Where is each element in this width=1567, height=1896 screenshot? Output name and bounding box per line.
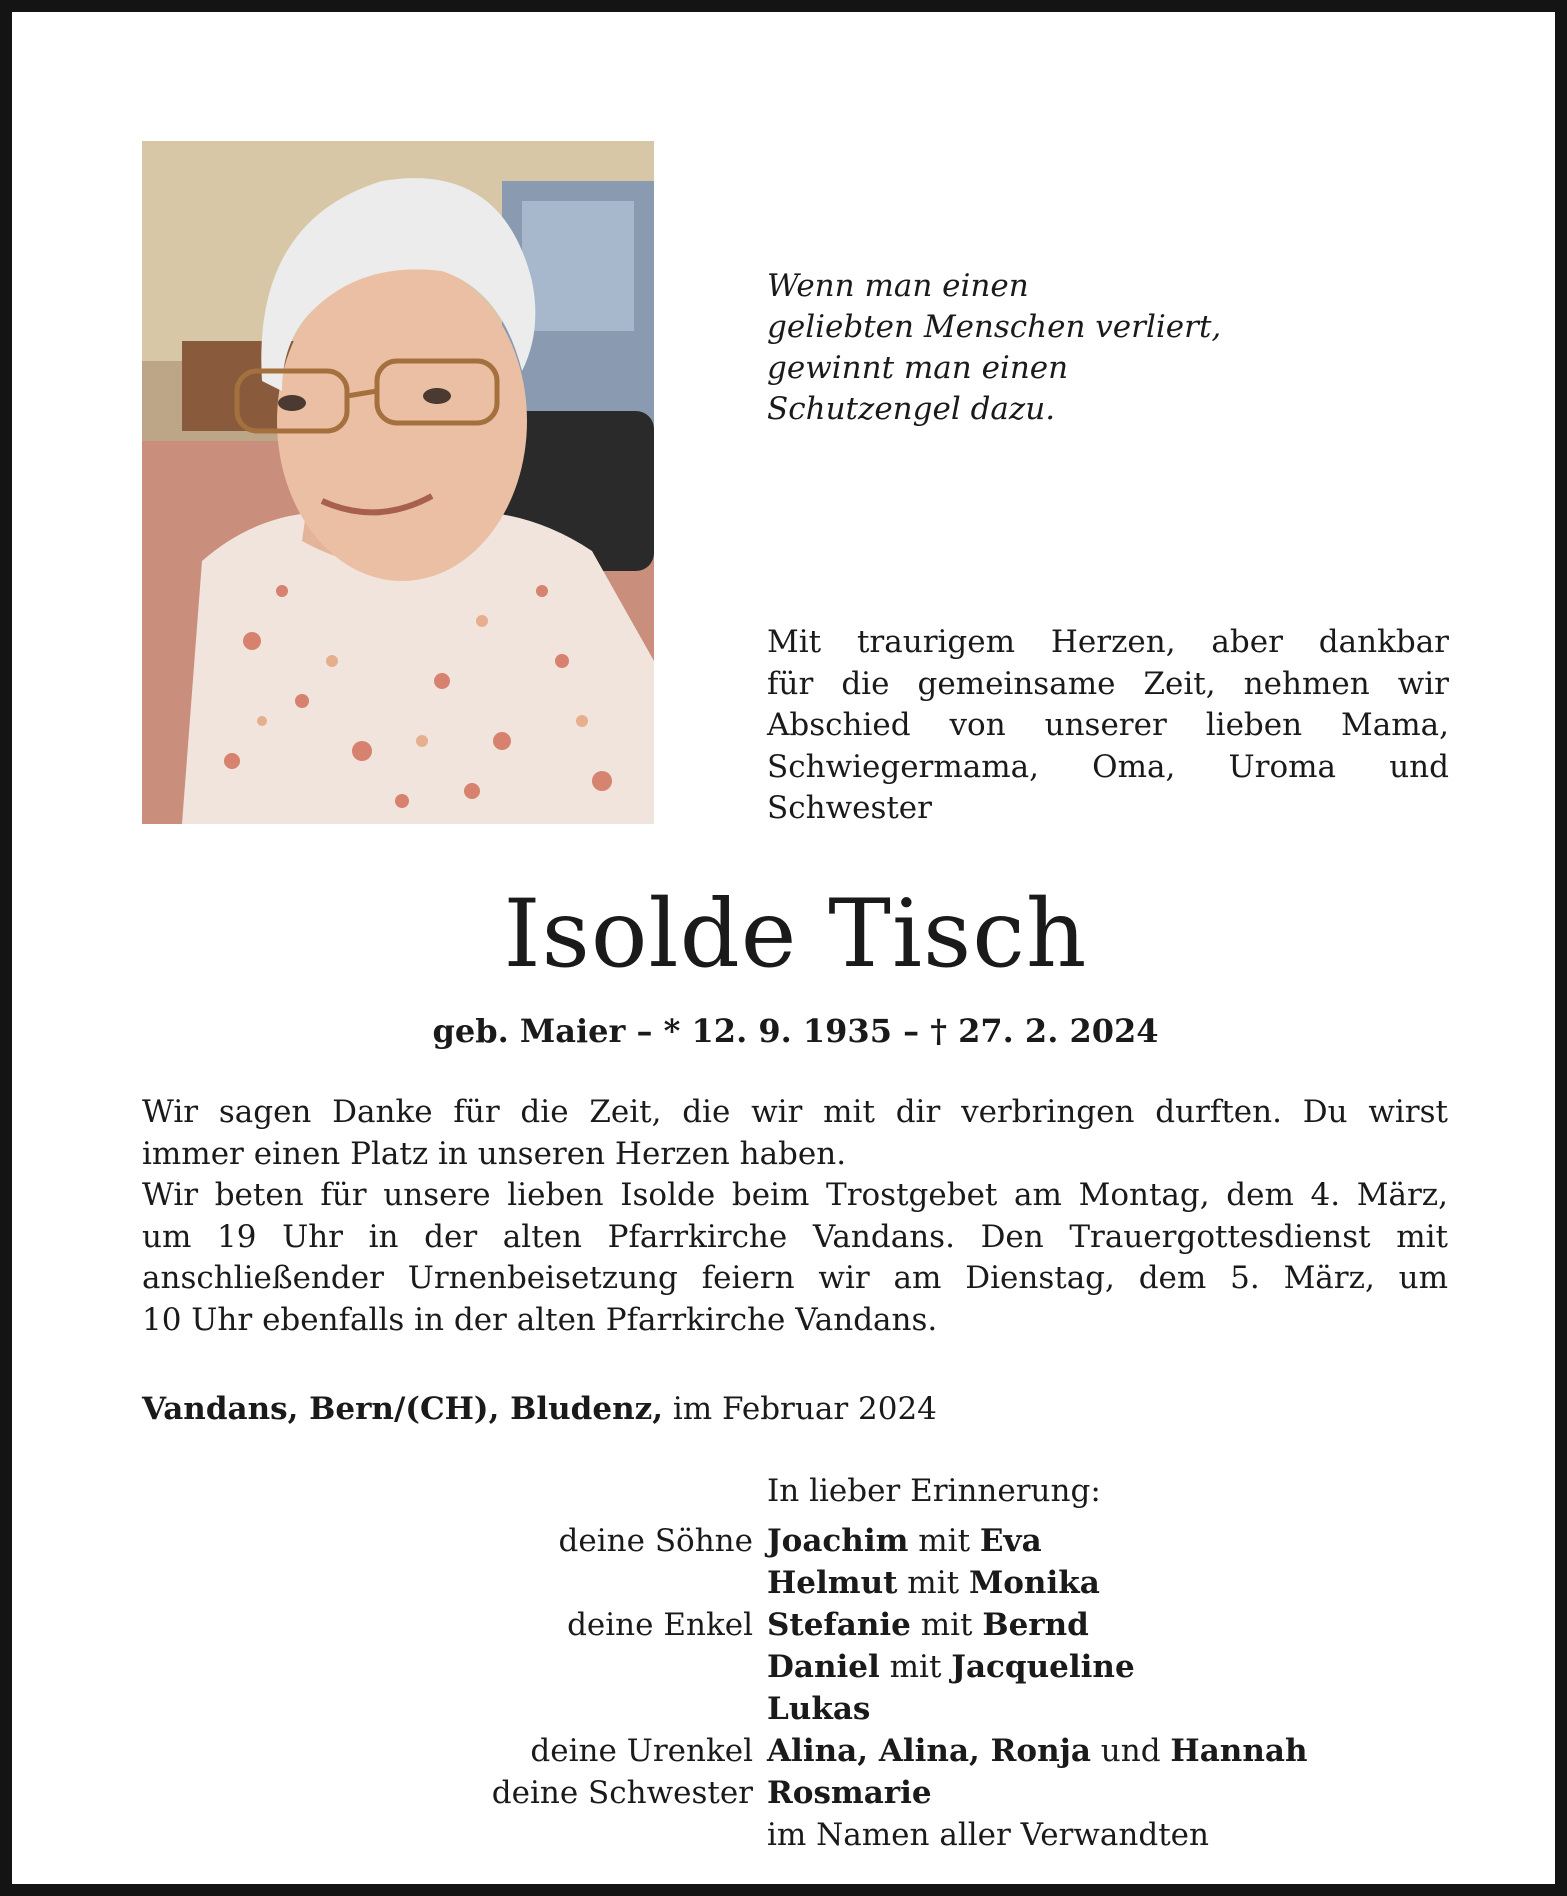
- place-date: [142, 1388, 937, 1430]
- family-member-name: Monika: [968, 1565, 1100, 1601]
- family-names: [767, 1814, 1209, 1856]
- body-line: immer einen Platz in unseren Herzen haben.: [142, 1135, 847, 1172]
- quote-line: Wenn man einen: [767, 268, 1029, 304]
- family-names: [767, 1562, 1100, 1604]
- intro-line: Schwiegermama, Oma, Uroma und: [767, 748, 1449, 785]
- family-names: [767, 1604, 1089, 1646]
- intro-line: für die gemeinsame Zeit, nehmen wir: [767, 665, 1449, 702]
- family-member-name: Hannah: [1170, 1733, 1308, 1769]
- family-relation-label: deine Urenkel: [530, 1733, 753, 1769]
- body-line: Wir beten für unsere lieben Isolde beim Trostgebet am Montag, dem 4. März,: [142, 1177, 1448, 1213]
- family-member-name: Lukas: [767, 1691, 871, 1727]
- memorial-quote: [767, 266, 1407, 430]
- quote-line: gewinnt man einen: [767, 350, 1069, 386]
- body-line: um 19 Uhr in der alten Pfarrkirche Vandans. Den Trauergottesdienst mit: [142, 1218, 1448, 1255]
- intro-line: Schwester: [767, 790, 932, 826]
- quote-line: Schutzengel dazu.: [767, 391, 1056, 427]
- family-row: [12, 1562, 1567, 1604]
- family-relation-label: deine Schwester: [491, 1775, 753, 1811]
- family-member-name: Bernd: [982, 1607, 1089, 1643]
- intro-paragraph: [767, 622, 1449, 830]
- family-member-name: Rosmarie: [767, 1775, 932, 1811]
- family-connector: mit: [879, 1649, 952, 1685]
- family-member-name: Stefanie: [767, 1607, 911, 1643]
- intro-line: Mit traurigem Herzen, aber dankbar: [767, 624, 1449, 660]
- family-member-name: Helmut: [767, 1565, 898, 1601]
- family-member-name: Joachim: [767, 1523, 909, 1559]
- family-relation-label: deine Söhne: [558, 1523, 753, 1559]
- family-list: [12, 1520, 1567, 1856]
- family-member-name: Eva: [979, 1523, 1042, 1559]
- deceased-name: Isolde Tisch: [503, 880, 1088, 989]
- family-names: [767, 1646, 1135, 1688]
- birth-death-dates: geb. Maier – * 12. 9. 1935 – † 27. 2. 2024: [432, 1012, 1159, 1050]
- memory-line: In lieber Erinnerung:: [767, 1473, 1101, 1509]
- quote-line: geliebten Menschen verliert,: [767, 309, 1222, 345]
- family-row: [12, 1520, 1567, 1562]
- family-row: [12, 1646, 1567, 1688]
- family-relation-label: deine Enkel: [567, 1607, 753, 1643]
- announcement-paragraph: [142, 1092, 1448, 1341]
- family-connector: und: [1090, 1733, 1171, 1769]
- family-names: [767, 1520, 1042, 1562]
- family-connector: im Namen aller Verwandten: [767, 1817, 1209, 1853]
- family-row: [12, 1604, 1567, 1646]
- family-row: [12, 1688, 1567, 1730]
- body-line: Wir sagen Danke für die Zeit, die wir mit dir verbringen durften. Du wirst: [142, 1094, 1448, 1130]
- family-member-name: Alina, Alina, Ronja: [767, 1733, 1091, 1769]
- body-line: 10 Uhr ebenfalls in der alten Pfarrkirche Vandans.: [142, 1301, 938, 1338]
- family-row: [12, 1814, 1567, 1856]
- family-member-name: Jacqueline: [951, 1649, 1135, 1685]
- family-row: [12, 1730, 1567, 1772]
- family-connector: mit: [910, 1607, 983, 1643]
- family-connector: mit: [908, 1523, 980, 1559]
- family-names: [767, 1772, 932, 1814]
- portrait-photo: [142, 141, 654, 824]
- body-line: anschließender Urnenbeisetzung feiern wir am Dienstag, dem 5. März, um: [142, 1260, 1448, 1296]
- place-locations: Vandans, Bern/(CH), Bludenz,: [142, 1391, 664, 1427]
- family-names: [767, 1688, 870, 1730]
- family-member-name: Daniel: [767, 1649, 880, 1685]
- place-month: im Februar 2024: [672, 1391, 937, 1427]
- family-names: [767, 1730, 1307, 1772]
- family-connector: mit: [897, 1565, 969, 1601]
- family-row: [12, 1772, 1567, 1814]
- intro-line: Abschied von unserer lieben Mama,: [767, 707, 1449, 743]
